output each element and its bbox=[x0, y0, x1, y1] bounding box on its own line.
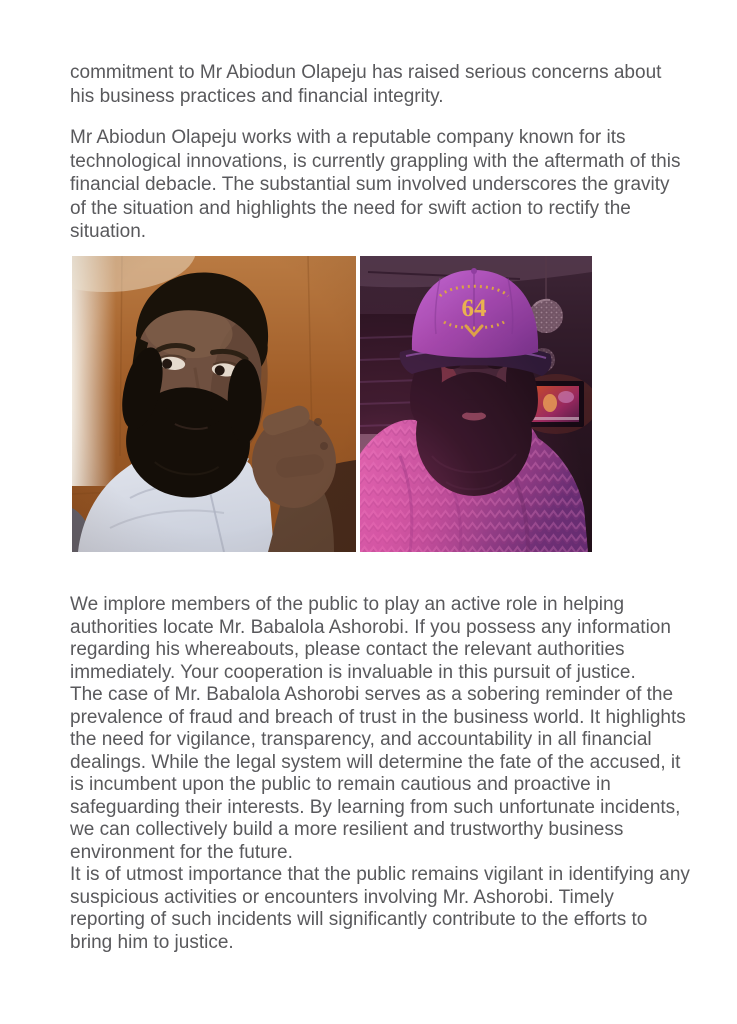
photo-vignette bbox=[72, 256, 356, 552]
paragraph-2: Mr Abiodun Olapeju works with a reputable company known for its technological innovations, is currently grappling with the aftermath of this financial debacle. The substantial sum involved underscores the gravity of the situation and highlights the need for swift action to rectify the situation. bbox=[70, 127, 681, 242]
suspect-photo-left bbox=[72, 256, 356, 552]
suspect-photos bbox=[72, 256, 592, 552]
bottom-text-block bbox=[70, 594, 690, 954]
paragraph-1: commitment to Mr Abiodun Olapeju has raised serious concerns about his business practices and financial integrity. bbox=[70, 62, 662, 107]
paragraph-5: It is of utmost importance that the public remains vigilant in identifying any suspicious activities or encounters involving Mr. Ashorobi. Timely reporting of such incidents will significantly contribute to the efforts to bring him to justice. bbox=[70, 864, 690, 953]
suspect-photo-right bbox=[360, 256, 592, 552]
paragraph-3: We implore members of the public to play an active role in helping authorities locate Mr. Babalola Ashorobi. If you possess any information regarding his whereabouts, please contact the relevant authorities immediately. Your cooperation is invaluable in this pursuit of justice. bbox=[70, 594, 671, 683]
paragraph-4: The case of Mr. Babalola Ashorobi serves as a sobering reminder of the prevalence of fraud and breach of trust in the business world. It highlights the need for vigilance, transparency, and accountability in all financial dealings. While the legal system will determine the fate of the accused, it is incumbent upon the public to remain cautious and proactive in safeguarding their interests. By learning from such unfortunate incidents, we can collectively build a more resilient and trustworthy business environment for the future. bbox=[70, 684, 686, 863]
magenta-cast bbox=[360, 256, 592, 552]
